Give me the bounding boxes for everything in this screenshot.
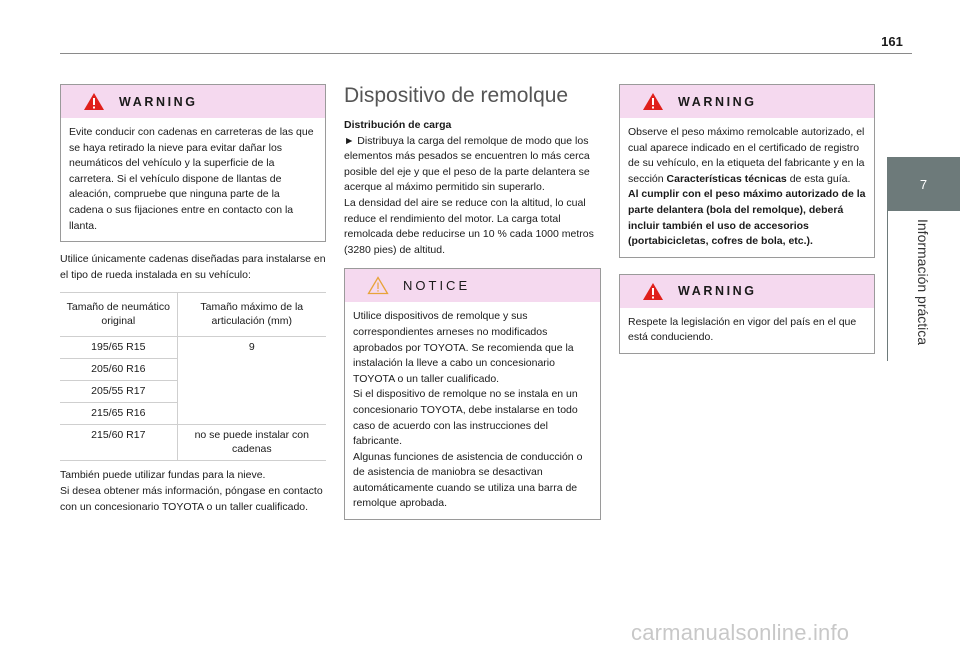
table-header-link-size: Tamaño máximo de la articulación (mm) <box>177 293 326 337</box>
table-cell-size: 205/60 R16 <box>60 359 177 381</box>
warning-box-chains <box>60 84 326 242</box>
table-row <box>60 425 326 461</box>
notice-paragraph: Algunas funciones de asistencia de conducción o de asistencia de maniobra se desactivan automáticamente cuando se utiliza una barra de remolque aprobada. <box>353 450 583 510</box>
warning-paragraph <box>628 125 866 187</box>
table-cell-size: 205/55 R17 <box>60 381 177 403</box>
warning-icon <box>642 282 664 301</box>
page-number: 161 <box>881 34 903 49</box>
warning-header <box>620 85 874 118</box>
notice-header <box>345 269 600 302</box>
technical-section-ref: Características técnicas <box>666 172 787 185</box>
table-cell-size: 215/60 R17 <box>60 425 177 461</box>
notice-paragraph: Si el dispositivo de remolque no se instala en un concesionario TOYOTA, debe instalarse en todo caso de acuerdo con las instrucciones del fabricante. <box>353 388 578 448</box>
table-row <box>60 337 326 359</box>
warning-box-legislation <box>619 274 875 354</box>
warning-body <box>620 118 874 257</box>
altitude-note: La densidad del aire se reduce con la altitud, lo cual reduce el rendimiento del motor. La carga total remolcada debe reducirse un 10 % cada 1000 metros (3280 pies) de altitud. <box>344 196 594 256</box>
chapter-label <box>887 211 960 371</box>
notice-paragraph: Utilice dispositivos de remolque y sus correspondientes arneses no modificados aprobados por TOYOTA. Se recomienda que la instalación la lleve a cabo un concesionario TOYOTA o un taller cualificado. <box>353 310 574 385</box>
snow-socks-note: También puede utilizar fundas para la nieve. <box>60 469 266 482</box>
chapter-tab[interactable]: 7 <box>887 157 960 211</box>
warning-icon <box>83 92 105 111</box>
column-2 <box>344 84 601 520</box>
table-cell-link-size: 9 <box>177 337 326 425</box>
warning-title: WARNING <box>119 94 198 109</box>
watermark: carmanualsonline.info <box>631 620 850 645</box>
warning-text-part: Observe el peso máximo remolcable autorizado, el cual aparece indicado en el certificado de registro de su vehículo, en la etiqueta del fabricante y en la sección <box>628 126 865 185</box>
chain-size-table <box>60 292 326 461</box>
notice-icon <box>367 276 389 295</box>
warning-header <box>61 85 325 118</box>
table-cell-size: 195/65 R15 <box>60 337 177 359</box>
warning-paragraph-bold: Al cumplir con el peso máximo autorizado de la parte delantera (bola del remolque), deberá incluir también el uso de accesorios (portabicicletas, cofres de bola, etc.). <box>628 188 866 248</box>
table-cell-link-size: no se puede instalar con cadenas <box>177 425 326 461</box>
subhead-load-distribution: Distribución de carga <box>344 119 452 131</box>
table-cell-size: 215/65 R16 <box>60 403 177 425</box>
warning-text-part: de esta guía. <box>786 172 851 185</box>
load-bullet: ► Distribuya la carga del remolque de modo que los elementos más pesados se encuentren lo más cerca posible del eje y que el peso de la parte delantera se acerque al máximo permitido sin superarlo. <box>344 134 590 194</box>
table-header-row <box>60 293 326 337</box>
notice-body <box>345 302 600 519</box>
column-1 <box>60 84 326 515</box>
section-title: Dispositivo de remolque <box>344 84 569 107</box>
chapter-label-text: Información práctica <box>915 219 931 346</box>
column-3 <box>619 84 875 354</box>
warning-box-towing-weight <box>619 84 875 258</box>
warning-title: WARNING <box>678 94 757 109</box>
notice-title: NOTICE <box>403 278 471 294</box>
warning-title: WARNING <box>678 284 757 299</box>
header-rule <box>60 53 912 54</box>
more-info-note: Si desea obtener más información, póngase en contacto con un concesionario TOYOTA o un taller cualificado. <box>60 484 323 513</box>
chains-intro: Utilice únicamente cadenas diseñadas para instalarse en el tipo de rueda instalada en su vehículo: <box>60 253 326 281</box>
warning-text: Respete la legislación en vigor del país en el que está conduciendo. <box>628 315 857 344</box>
warning-header <box>620 275 874 308</box>
warning-text: Evite conducir con cadenas en carreteras de las que se haya retirado la nieve para evitar dañar los neumáticos del vehículo y la superficie de la carretera. Si el vehículo dispone de llantas de aleación, compruebe que ninguna parte de la cadena o sus fijaciones entre en contacto con la llanta. <box>69 126 314 232</box>
table-header-tire-size: Tamaño de neumático original <box>60 293 177 337</box>
notice-box-towing <box>344 268 601 520</box>
warning-icon <box>642 92 664 111</box>
